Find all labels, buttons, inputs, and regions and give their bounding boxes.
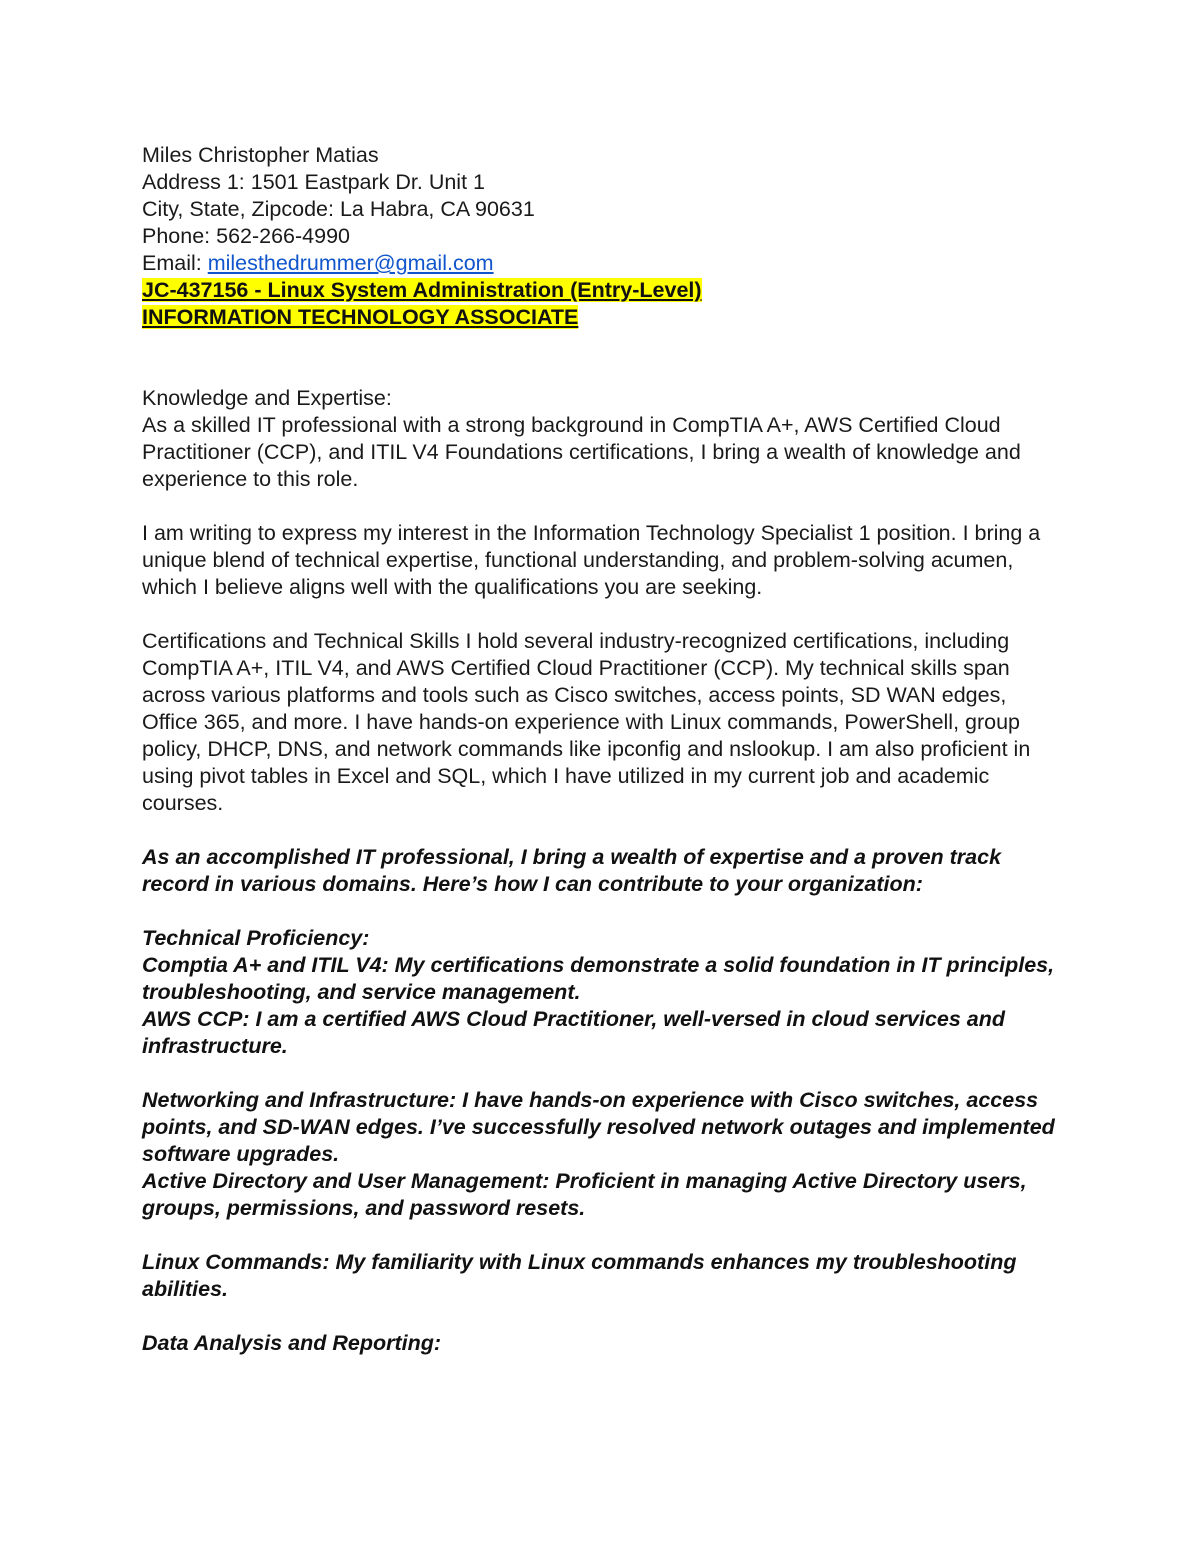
aws-ccp-line: AWS CCP: I am a certified AWS Cloud Practitioner, well-versed in cloud services and infrastructure. [142, 1007, 1006, 1058]
spacer [142, 601, 1062, 628]
spacer [142, 1060, 1062, 1087]
city-line: City, State, Zipcode: La Habra, CA 90631 [142, 197, 535, 221]
certifications-paragraph: Certifications and Technical Skills I hold several industry-recognized certifications, including CompTIA A+, ITIL V4, and AWS Certified Cloud Practitioner (CCP). My technical skills span across various platforms and tools such as Cisco switches, access points, SD WAN edges, Office 365, and more. I have hands-on experience with Linux commands, PowerShell, group policy, DHCP, DNS, and network commands like ipconfig and nslookup. I am also proficient in using pivot tables in Excel and SQL, which I have utilized in my current job and academic courses. [142, 629, 1031, 815]
phone-line: Phone: 562-266-4990 [142, 224, 351, 248]
email-link[interactable]: milesthedrummer@gmail.com [207, 251, 494, 275]
linux-commands-line: Linux Commands: My familiarity with Linux commands enhances my troubleshooting abilities. [142, 1250, 1017, 1301]
spacer [142, 898, 1062, 925]
knowledge-heading: Knowledge and Expertise: [142, 386, 392, 410]
spacer [142, 1222, 1062, 1249]
applicant-name: Miles Christopher Matias [142, 143, 379, 167]
active-directory-line: Active Directory and User Management: Proficient in managing Active Directory users, groups, permissions, and password resets. [142, 1169, 1027, 1220]
address-line: Address 1: 1501 Eastpark Dr. Unit 1 [142, 170, 485, 194]
data-analysis-heading: Data Analysis and Reporting: [142, 1331, 442, 1355]
job-code-title: JC-437156 - Linux System Administration (Entry-Level) [142, 278, 702, 302]
email-label: Email: [142, 251, 208, 275]
job-code-line [142, 277, 1062, 304]
spacer [142, 817, 1062, 844]
networking-line: Networking and Infrastructure: I have hands-on experience with Cisco switches, access points, and SD-WAN edges. I’ve successfully resolved network outages and implemented software upgrades. [142, 1088, 1055, 1166]
spacer [142, 1303, 1062, 1330]
interest-paragraph: I am writing to express my interest in the Information Technology Specialist 1 position. I bring a unique blend of technical expertise, functional understanding, and problem-solving acumen, which I believe aligns well with the qualifications you are seeking. [142, 521, 1041, 599]
position-title: INFORMATION TECHNOLOGY ASSOCIATE [142, 305, 579, 329]
spacer [142, 493, 1062, 520]
technical-proficiency-heading: Technical Proficiency: [142, 926, 370, 950]
comptia-itil-line: Comptia A+ and ITIL V4: My certifications demonstrate a solid foundation in IT principles, troubleshooting, and service management. [142, 953, 1055, 1004]
email-line [142, 250, 1062, 277]
spacer [142, 331, 1062, 385]
knowledge-paragraph: As a skilled IT professional with a strong background in CompTIA A+, AWS Certified Cloud Practitioner (CCP), and ITIL V4 Foundations certifications, I bring a wealth of knowledge and experience to this role. [142, 413, 1021, 491]
position-line [142, 304, 1062, 331]
contribute-intro: As an accomplished IT professional, I bring a wealth of expertise and a proven track record in various domains. Here’s how I can contribute to your organization: [142, 845, 1002, 896]
document-content [142, 142, 1062, 1357]
